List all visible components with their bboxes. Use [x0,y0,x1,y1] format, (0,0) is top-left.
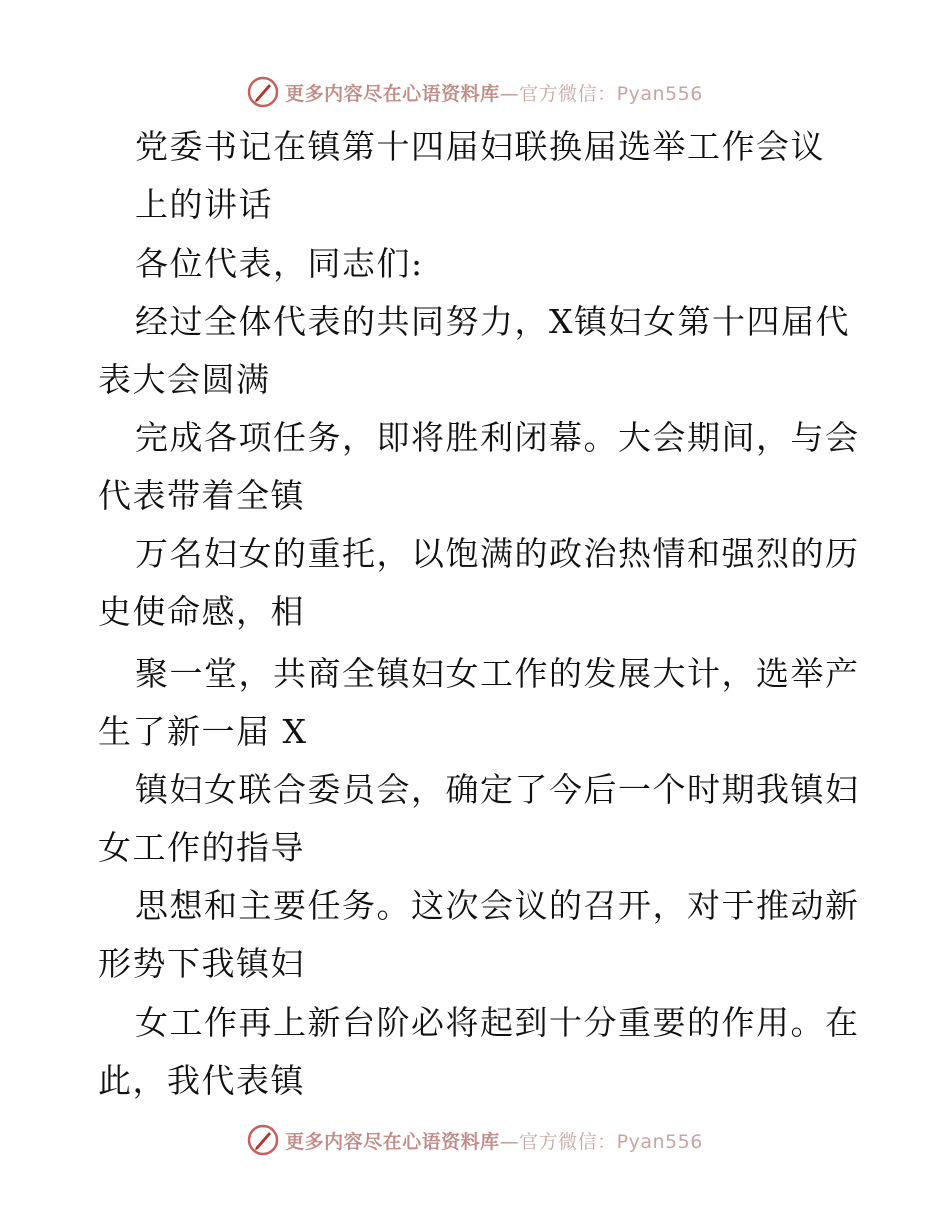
header-watermark [0,72,950,112]
paragraph-line: 万名妇女的重托，以饱满的政治热情和强烈的历 [135,534,860,573]
paragraph-line: 思想和主要任务。这次会议的召开，对于推动新 [135,886,860,925]
paragraph-line: 史使命感，相 [98,592,305,631]
watermark-main: 更多内容尽在心语资料库 [285,1130,500,1153]
paragraph-line: 生了新一届 X [98,712,308,751]
paragraph-line: 表大会圆满 [98,360,271,399]
footer-watermark [0,1120,950,1160]
quill-logo-icon [247,76,279,108]
document-title-line-2: 上的讲话 [135,185,273,224]
watermark-contact: 官方微信：Pyan556 [519,1130,703,1153]
paragraph-line: 女工作的指导 [98,828,305,867]
paragraph-line: 此，我代表镇 [98,1061,305,1100]
paragraph-line: 经过全体代表的共同努力，X镇妇女第十四届代 [135,302,850,341]
watermark-contact: 官方微信：Pyan556 [519,82,703,105]
watermark-separator: — [499,82,520,105]
salutation: 各位代表，同志们: [135,244,424,283]
paragraph-line: 形势下我镇妇 [98,944,305,983]
paragraph-line: 聚一堂，共商全镇妇女工作的发展大计，选举产 [135,654,860,693]
watermark-text [285,1127,703,1154]
paragraph-line: 女工作再上新台阶必将起到十分重要的作用。在 [135,1003,860,1042]
watermark-separator: — [499,1130,520,1153]
quill-logo-icon [247,1124,279,1156]
watermark-main: 更多内容尽在心语资料库 [285,82,500,105]
paragraph-line: 镇妇女联合委员会，确定了今后一个时期我镇妇 [135,770,860,809]
paragraph-line: 代表带着全镇 [98,476,305,515]
document-title-line-1: 党委书记在镇第十四届妇联换届选举工作会议 [135,127,825,166]
paragraph-line: 完成各项任务，即将胜利闭幕。大会期间，与会 [135,418,860,457]
watermark-text [285,79,703,106]
